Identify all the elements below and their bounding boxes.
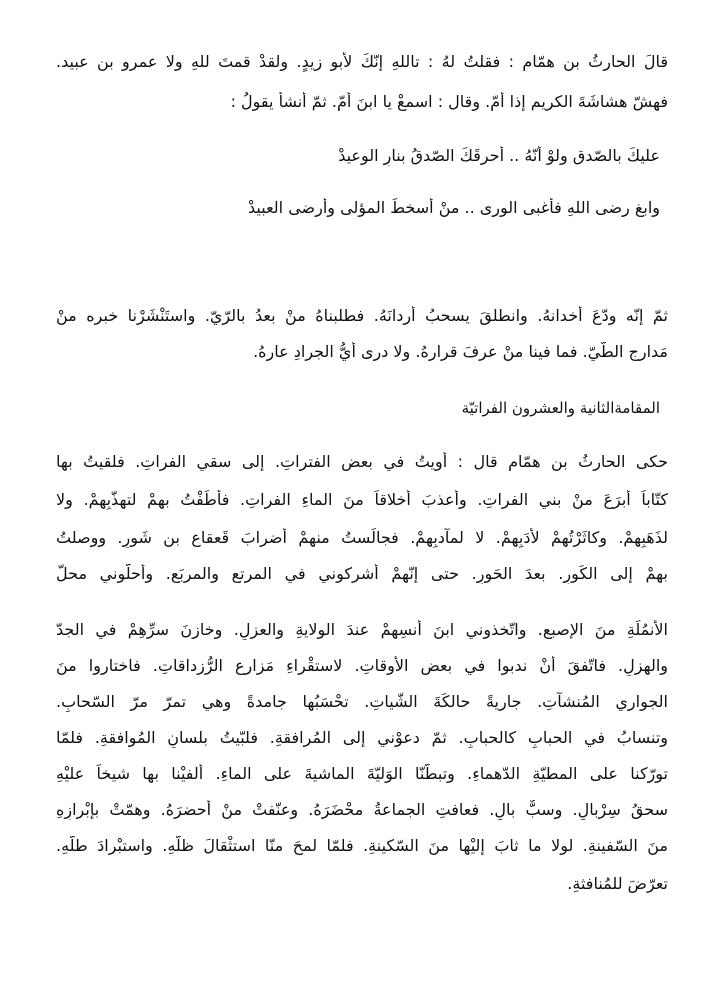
section-title: المقامةالثانية والعشرون الفراتيّة xyxy=(461,399,660,417)
body-line-1: حكى الحارثُ بن همّام قال : أويتُ في بعضِ الفتراتِ. إلى سقيِ الفراتِ. فلقيتُ بها xyxy=(56,452,668,471)
poem-verse-1: عليكَ بالصّدقِ ولوْ أنّهُ .. أحرقَكَ الصّدقُ بنارِ الوعيدْ xyxy=(338,146,660,165)
body-line-9: تورّكنا على المطيّةِ الدّهماءِ. وتبطّنّا الوَليّةَ الماشيةَ على الماءِ. ألفيْنا بها شيخاً عليْهِ xyxy=(56,764,668,783)
intro-line-1: قالَ الحارثُ بن همّامٍ : فقلتُ لهُ : تاللهِ إنّكَ لأبو زيدٍ. ولقدْ قمتَ للهِ ولا عمرو بن عبيد. xyxy=(56,52,668,71)
body-line-8: وتنسابُ في الحبابِ كالحبابِ. ثمّ دعوْني إلى المُرافقةِ. فلبّيتُ بلسانِ المُوافقةِ. فلمّا xyxy=(56,728,668,747)
body-line-4: بهمْ إلى الكَورِ. بعدَ الحَورِ. حتى إنّهمْ أشركوني في المرتعِ والمربَعِ. وأحلّوني محلّ xyxy=(56,564,668,583)
body-line-3: لذَهَبِهمْ. وكاثَرْتُهمْ لأدَبِهمْ. لا لمآدبِهمْ. فجالَستُ منهمْ أضرابَ قَعقاعِ بن شَورٍ. ووصلتُ xyxy=(56,528,668,547)
outro-line-1: ثمّ إنّه ودّعَ أخدانهُ. وانطلقَ يسحبُ أردانَهُ. فطلبناهُ منْ بعدُ بالرّيّ. واستَنْشَرْنا خبره منْ xyxy=(56,306,668,325)
body-line-5: الأنمُلَةِ منَ الإصبعِ. واتّخذوني ابنَ أنسِهِمْ عندَ الولايةِ والعزلِ. وخازنَ سرِّهِمْ في الجدّ xyxy=(56,620,668,639)
body-line-11: منَ السّفينةِ. لولا ما ثابَ إليْها منَ السّكينةِ. فلمّا لمحَ منّا استثْقالَ ظلّهِ. واستبْرادَ طلّهِ. xyxy=(56,836,668,855)
body-line-2: كتّاباً أبرَعَ منْ بني الفراتِ. وأعذبَ أخلاقاً منَ الماءِ الفراتِ. فأطَفْتُ بهمْ لتهذّبِهمْ. ولا xyxy=(56,490,668,509)
body-line-10: سحقُ سِرْبالٍ. وسبٌّ بالٍ. فعافتِ الجماعةُ محْضَرَهُ. وعنّفتْ منْ أحضرَهُ. وهمّتْ بإبْرازِهِ xyxy=(56,800,668,819)
body-line-7: الجواري المُنشآتِ. جاريةً حالكَةَ الشّياتِ. تحْسَبُها جامدةً وهي تمرّ مرّ السّحابِ. xyxy=(56,692,668,711)
outro-line-2: مَدارجِ الطّيّ. فما فينا منْ عرفَ قرارهُ. ولا درى أيُّ الجرادِ عارهُ. xyxy=(253,342,668,361)
intro-line-2: فهشّ هشاشَةَ الكريمِ إذا أمّ. وقال : اسمعْ يا ابنَ أمّ. ثمّ أنشأ يقولُ : xyxy=(230,92,668,111)
body-line-12: تعرّضَ للمُنافثةِ. xyxy=(567,874,668,893)
body-line-6: والهزلِ. فاتّفقَ أنْ ندبوا في بعضِ الأوقاتِ. لاستقْراءِ مَزارعِ الرُّزداقاتِ. فاختاروا منَ xyxy=(56,656,668,675)
poem-verse-2: وابغِ رضى اللهِ فأغبى الورى .. منْ أسخطَ المؤلى وأرضى العبيدْ xyxy=(248,198,660,217)
